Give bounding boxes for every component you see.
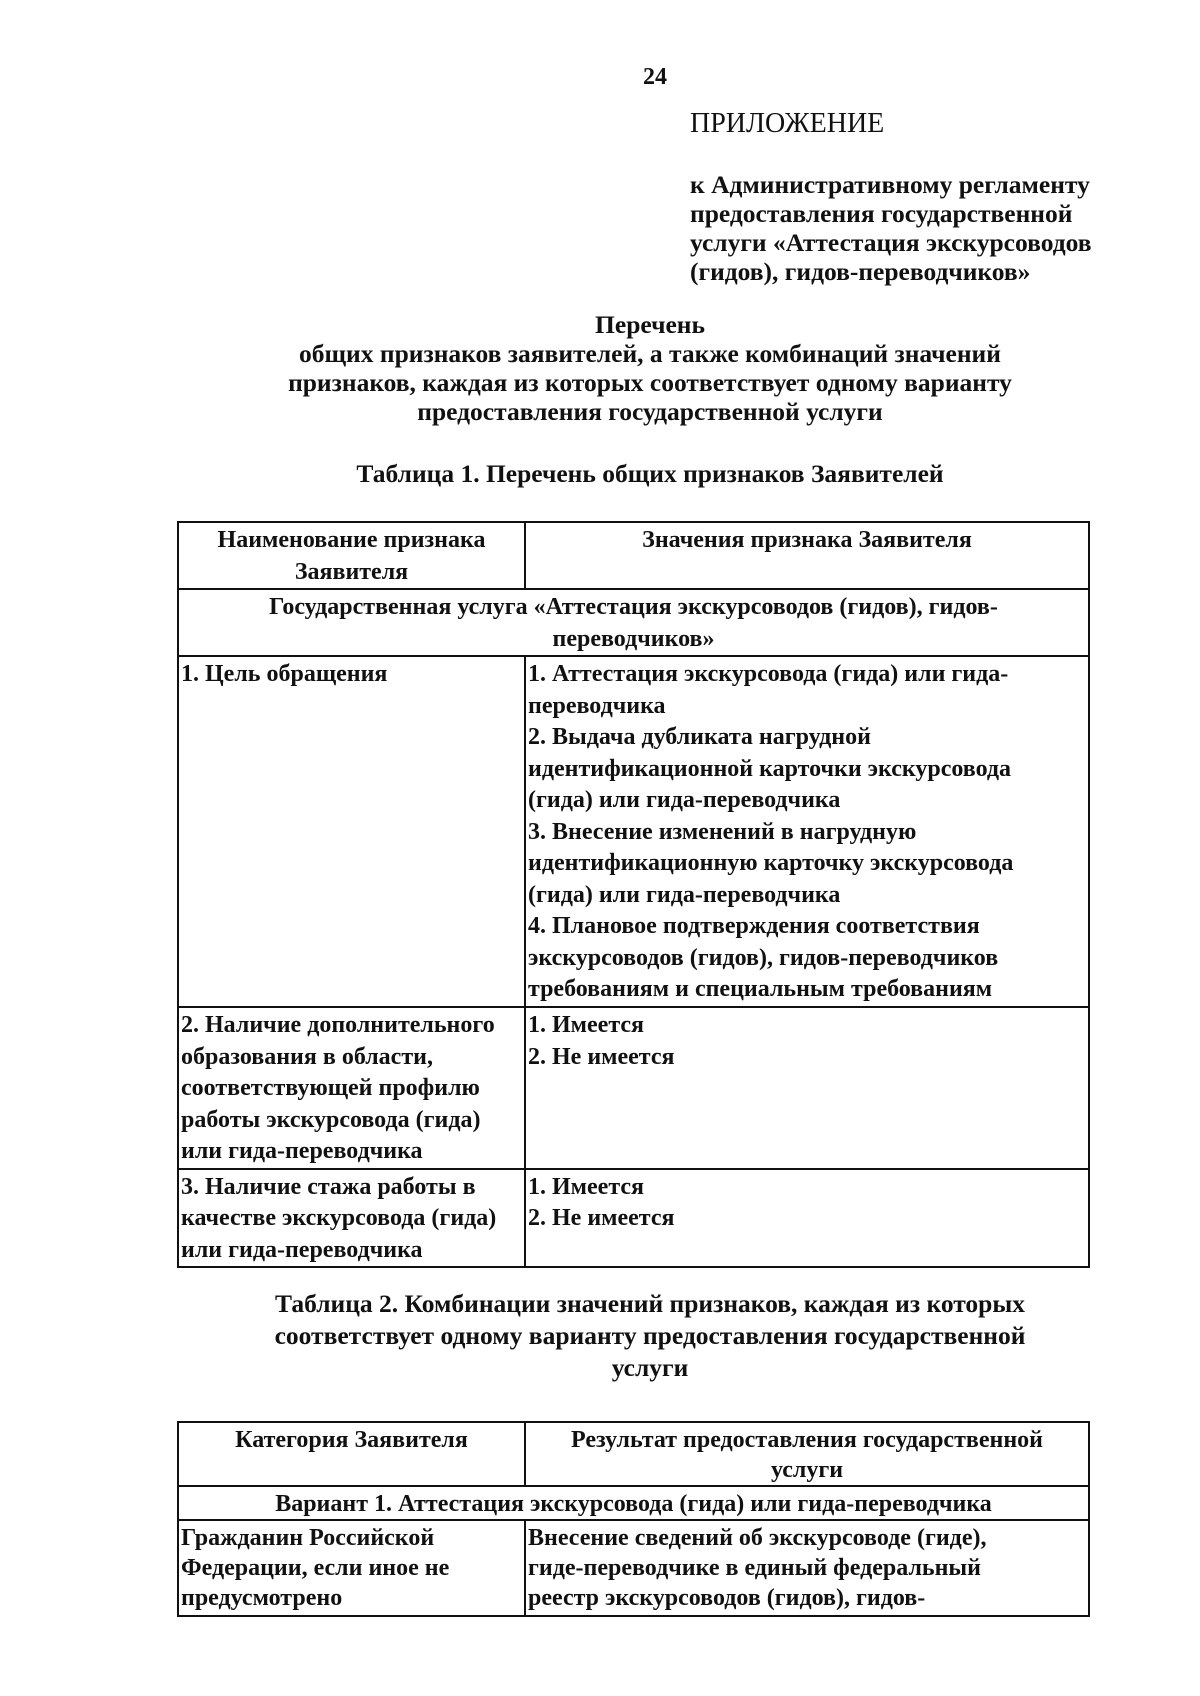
cell-line: предусмотрено bbox=[181, 1585, 343, 1611]
table1-header-row bbox=[178, 522, 1089, 589]
appendix-title: ПРИЛОЖЕНИЕ bbox=[690, 108, 885, 139]
cell-line: гиде-переводчике в единый федеральный bbox=[528, 1555, 981, 1581]
appendix-line: предоставления государственной bbox=[690, 199, 1073, 228]
cell-line: 3. Наличие стажа работы в bbox=[181, 1173, 476, 1200]
header-line: Заявителя bbox=[294, 558, 409, 585]
cell-line: соответствующей профилю bbox=[181, 1075, 480, 1101]
header-line: услуги bbox=[770, 1457, 844, 1483]
cell-line: 1. Цель обращения bbox=[181, 661, 388, 687]
appendix-line: к Административному регламенту bbox=[690, 170, 1090, 199]
caption-line: Таблица 1. Перечень общих признаков Заявителей bbox=[356, 459, 944, 488]
section-line: Вариант 1. Аттестация экскурсовода (гида) или гида-переводчика bbox=[275, 1491, 992, 1517]
heading-line: Перечень bbox=[595, 310, 705, 339]
appendix-reference bbox=[690, 170, 1160, 286]
header-line: Значения признака Заявителя bbox=[642, 527, 972, 553]
table2-header-result bbox=[525, 1422, 1089, 1486]
heading-line: предоставления государственной услуги bbox=[417, 397, 883, 426]
cell-line: 2. Выдача дубликата нагрудной bbox=[528, 724, 871, 750]
cell-line: или гида-переводчика bbox=[181, 1138, 423, 1164]
appendix-line: (гидов), гидов-переводчиков» bbox=[690, 257, 1031, 286]
table-row bbox=[178, 1520, 1089, 1616]
cell-line: Федерации, если иное не bbox=[181, 1555, 450, 1581]
section-line: переводчиков» bbox=[552, 625, 715, 652]
cell-line: 1. Аттестация экскурсовода (гида) или гида- bbox=[528, 661, 1009, 687]
cell-line: качестве экскурсовода (гида) bbox=[181, 1205, 497, 1231]
header-line: Результат предоставления государственной bbox=[571, 1427, 1043, 1453]
table1-section-row bbox=[178, 589, 1089, 656]
table1-section-cell bbox=[178, 589, 1089, 656]
caption-line: соответствует одному варианту предоставления государственной bbox=[274, 1321, 1026, 1350]
attribute-name-cell bbox=[178, 656, 525, 1007]
header-line: Наименование признака bbox=[217, 527, 486, 553]
cell-line: или гида-переводчика bbox=[181, 1236, 423, 1263]
table2-header-row bbox=[178, 1422, 1089, 1486]
table2-header-category bbox=[178, 1422, 525, 1486]
table2-section-row bbox=[178, 1486, 1089, 1520]
attribute-values-cell bbox=[525, 656, 1089, 1007]
header-line: Категория Заявителя bbox=[235, 1427, 468, 1453]
attribute-name-cell bbox=[178, 1007, 525, 1169]
cell-line: 2. Наличие дополнительного bbox=[181, 1012, 495, 1038]
cell-line: 1. Имеется bbox=[528, 1173, 645, 1200]
cell-line: 2. Не имеется bbox=[528, 1043, 675, 1070]
caption-line: Таблица 2. Комбинации значений признаков, каждая из которых bbox=[274, 1289, 1026, 1318]
page-number: 24 bbox=[643, 64, 667, 90]
heading-line: признаков, каждая из которых соответствует одному варианту bbox=[288, 368, 1012, 397]
cell-line: идентификационную карточку экскурсовода bbox=[528, 850, 1014, 876]
result-cell bbox=[525, 1520, 1089, 1616]
table2-attribute-combinations bbox=[177, 1421, 1090, 1617]
attribute-values-cell bbox=[525, 1007, 1089, 1169]
cell-line: требованиям и специальным требованиям bbox=[528, 976, 993, 1002]
cell-line: работы экскурсовода (гида) bbox=[181, 1106, 481, 1133]
table-row bbox=[178, 1169, 1089, 1268]
caption-line: услуги bbox=[611, 1353, 689, 1382]
category-cell bbox=[178, 1520, 525, 1616]
cell-line: реестр экскурсоводов (гидов), гидов- bbox=[528, 1585, 926, 1611]
table-row bbox=[178, 656, 1089, 1007]
table1-header-name bbox=[178, 522, 525, 589]
cell-line: Внесение сведений об экскурсоводе (гиде), bbox=[528, 1525, 987, 1551]
cell-line: экскурсоводов (гидов), гидов-переводчиков bbox=[528, 944, 999, 971]
cell-line: образования в области, bbox=[181, 1043, 433, 1070]
cell-line: 1. Имеется bbox=[528, 1012, 645, 1038]
table2-caption bbox=[180, 1288, 1120, 1384]
cell-line: переводчика bbox=[528, 692, 666, 719]
cell-line: идентификационной карточки экскурсовода bbox=[528, 755, 1012, 782]
cell-line: 4. Плановое подтверждения соответствия bbox=[528, 913, 980, 939]
cell-line: 2. Не имеется bbox=[528, 1205, 675, 1231]
cell-line: (гида) или гида-переводчика bbox=[528, 881, 841, 908]
attribute-values-cell bbox=[525, 1169, 1089, 1268]
appendix-line: услуги «Аттестация экскурсоводов bbox=[690, 228, 1092, 257]
heading-line: общих признаков заявителей, а также комбинаций значений bbox=[299, 339, 1001, 368]
cell-line: Гражданин Российской bbox=[181, 1525, 435, 1551]
table1-header-values bbox=[525, 522, 1089, 589]
table2-section-cell bbox=[178, 1486, 1089, 1520]
cell-line: 3. Внесение изменений в нагрудную bbox=[528, 818, 917, 845]
cell-line: (гида) или гида-переводчика bbox=[528, 787, 841, 813]
table1-applicant-attributes bbox=[177, 521, 1090, 1268]
attribute-name-cell bbox=[178, 1169, 525, 1268]
section-line: Государственная услуга «Аттестация экскурсоводов (гидов), гидов- bbox=[269, 594, 998, 620]
table-row bbox=[178, 1007, 1089, 1169]
document-heading bbox=[180, 310, 1120, 426]
table1-caption bbox=[180, 458, 1120, 490]
